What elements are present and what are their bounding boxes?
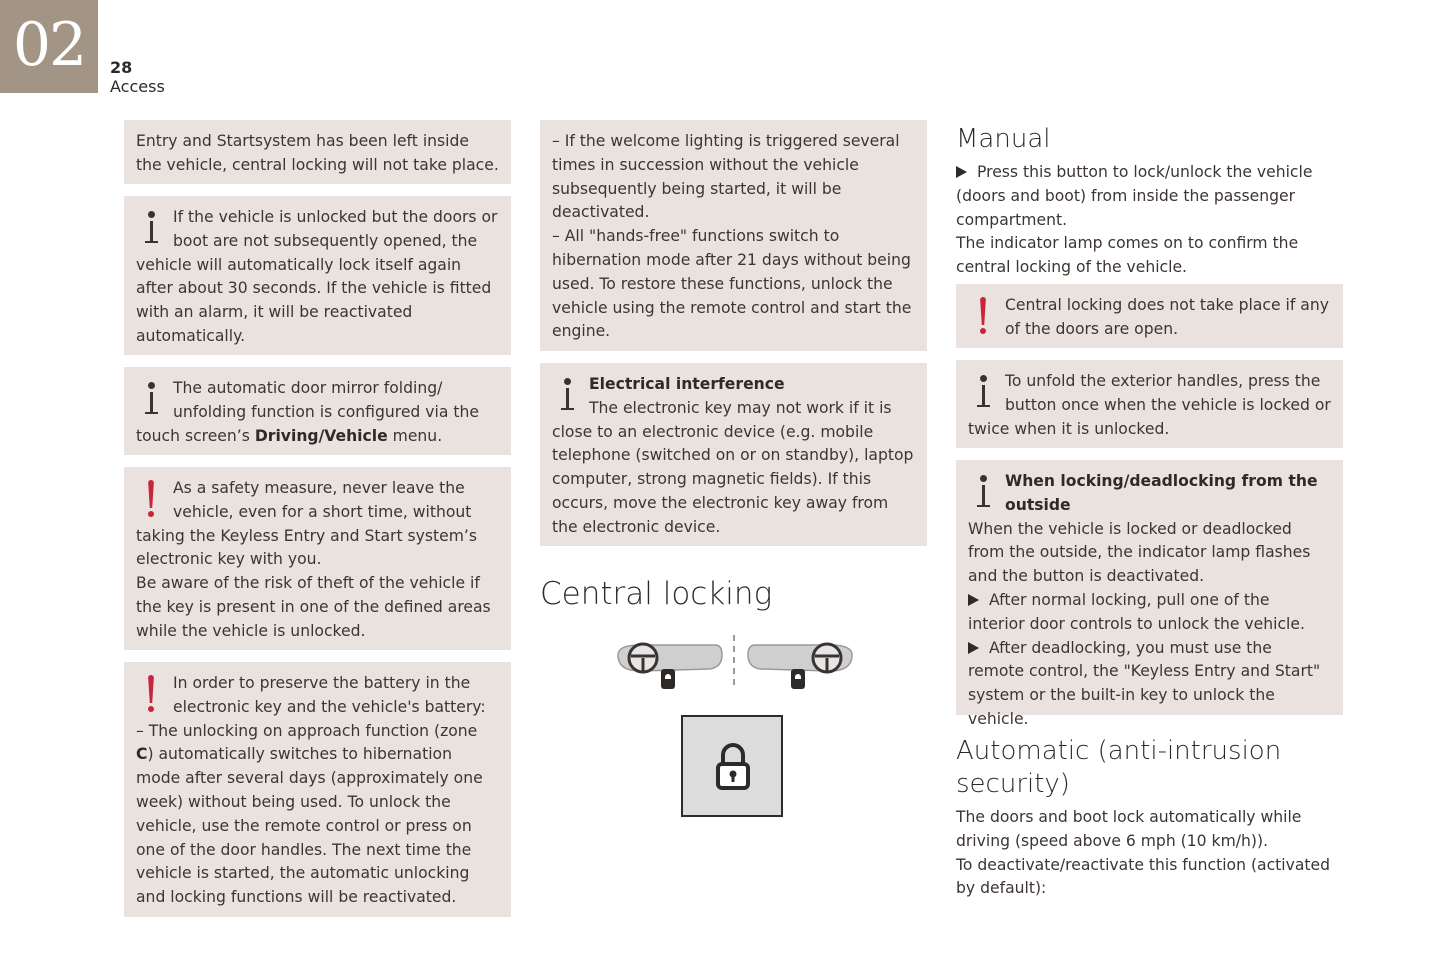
automatic-p1: The doors and boot lock automatically while driving (speed above 6 mph (10 km/h)). xyxy=(956,808,1302,850)
info-box-locking-outside xyxy=(956,460,1343,728)
note-text: – If the welcome lighting is triggered several times in succession without the vehicle subsequently being started, it will be deactivated. xyxy=(552,132,900,222)
info-text: When the vehicle is locked or deadlocked from the outside, the indicator lamp flashes and the button is deactivated. xyxy=(968,519,1311,586)
menu-path: Driving/Vehicle xyxy=(254,426,388,445)
arrow-icon xyxy=(968,594,979,606)
automatic-p2: To deactivate/reactivate this function (activated by default): xyxy=(956,855,1330,898)
automatic-heading: Automatic (anti-intrusion security) xyxy=(956,736,1282,799)
warning-text-2: – The unlocking on approach function (zone C) automatically switches to hibernation mode after several days (approximately one week) without being used. To unlock the vehicle, use the remote control or press on one of the door handles. The next time the vehicle is started, the automatic unlocking and locking functions will be reactivated. xyxy=(136,721,483,907)
section-title: Access xyxy=(110,77,165,96)
info-box-unfold-handles xyxy=(956,360,1343,448)
warning-text: In order to preserve the battery in the electronic key and the vehicle's battery: xyxy=(173,674,486,716)
info-text: The automatic door mirror folding/ unfolding function is configured via the touch screen’s Driving/Vehicle menu. xyxy=(136,379,479,445)
warning-box-doors-open xyxy=(956,284,1343,348)
warning-text: Central locking does not take place if any of the doors are open. xyxy=(1005,296,1329,338)
automatic-text xyxy=(956,806,1344,901)
manual-step: Press this button to lock/unlock the vehicle (doors and boot) from inside the passenger compartment. xyxy=(956,163,1313,229)
info-box-mirror-folding xyxy=(124,367,511,455)
central-lock-button[interactable] xyxy=(681,715,783,817)
info-box-auto-relock xyxy=(124,196,511,355)
arrow-icon xyxy=(968,642,979,654)
warning-icon xyxy=(136,672,173,716)
warning-icon xyxy=(136,477,173,521)
note-box-hibernation xyxy=(540,120,927,351)
door-handle-illustration xyxy=(610,625,860,695)
note-text: Entry and Startsystem has been left inside the vehicle, central locking will not take place. xyxy=(136,132,499,174)
padlock-icon xyxy=(683,717,781,815)
warning-box-battery xyxy=(124,662,511,917)
manual-text xyxy=(956,161,1344,280)
info-step-2: After deadlocking, you must use the remote control, the "Keyless Entry and Start" system or the built-in key to unlock the vehicle. xyxy=(968,638,1321,728)
info-icon xyxy=(552,373,589,417)
info-icon xyxy=(968,470,1005,514)
manual-note: The indicator lamp comes on to confirm the central locking of the vehicle. xyxy=(956,234,1299,277)
info-step-1: After normal locking, pull one of the interior door controls to unlock the vehicle. xyxy=(968,590,1305,633)
info-icon xyxy=(968,370,1005,414)
note-box-key-inside xyxy=(124,120,511,184)
warning-box-safety xyxy=(124,467,511,650)
manual-heading: Manual xyxy=(956,124,1051,154)
info-icon xyxy=(136,206,173,250)
info-text: If the vehicle is unlocked but the doors or boot are not subsequently opened, the vehicle will automatically lock itself again after about 30 seconds. If the vehicle is fitted with an alarm, it will be reactivated automatically. xyxy=(136,208,498,345)
info-text: The electronic key may not work if it is close to an electronic device (e.g. mobile telephone (switched on or on standby), laptop computer, strong magnetic fields). If this occurs, move the electronic key away from the electronic device. xyxy=(552,398,914,536)
chapter-tab xyxy=(0,0,98,93)
info-box-interference xyxy=(540,363,927,546)
chapter-number: 02 xyxy=(12,10,86,80)
page-number: 28 xyxy=(110,58,133,77)
info-text: To unfold the exterior handles, press the button once when the vehicle is locked or twice when it is unlocked. xyxy=(968,372,1331,438)
info-icon xyxy=(136,377,173,421)
info-title: When locking/deadlocking from the outside xyxy=(1005,472,1318,514)
info-title: Electrical interference xyxy=(589,375,785,393)
warning-icon xyxy=(968,294,1005,338)
arrow-icon xyxy=(956,166,967,178)
central-locking-heading: Central locking xyxy=(540,576,773,612)
note-text-2: – All "hands-free" functions switch to hibernation mode after 21 days without being used. To restore these functions, unlock the vehicle using the remote control and start the engine. xyxy=(552,227,912,341)
warning-text: As a safety measure, never leave the vehicle, even for a short time, without taking the Keyless Entry and Start system’s electronic key with you. xyxy=(136,479,477,569)
warning-text-2: Be aware of the risk of theft of the vehicle if the key is present in one of the defined areas while the vehicle is unlocked. xyxy=(136,574,491,640)
